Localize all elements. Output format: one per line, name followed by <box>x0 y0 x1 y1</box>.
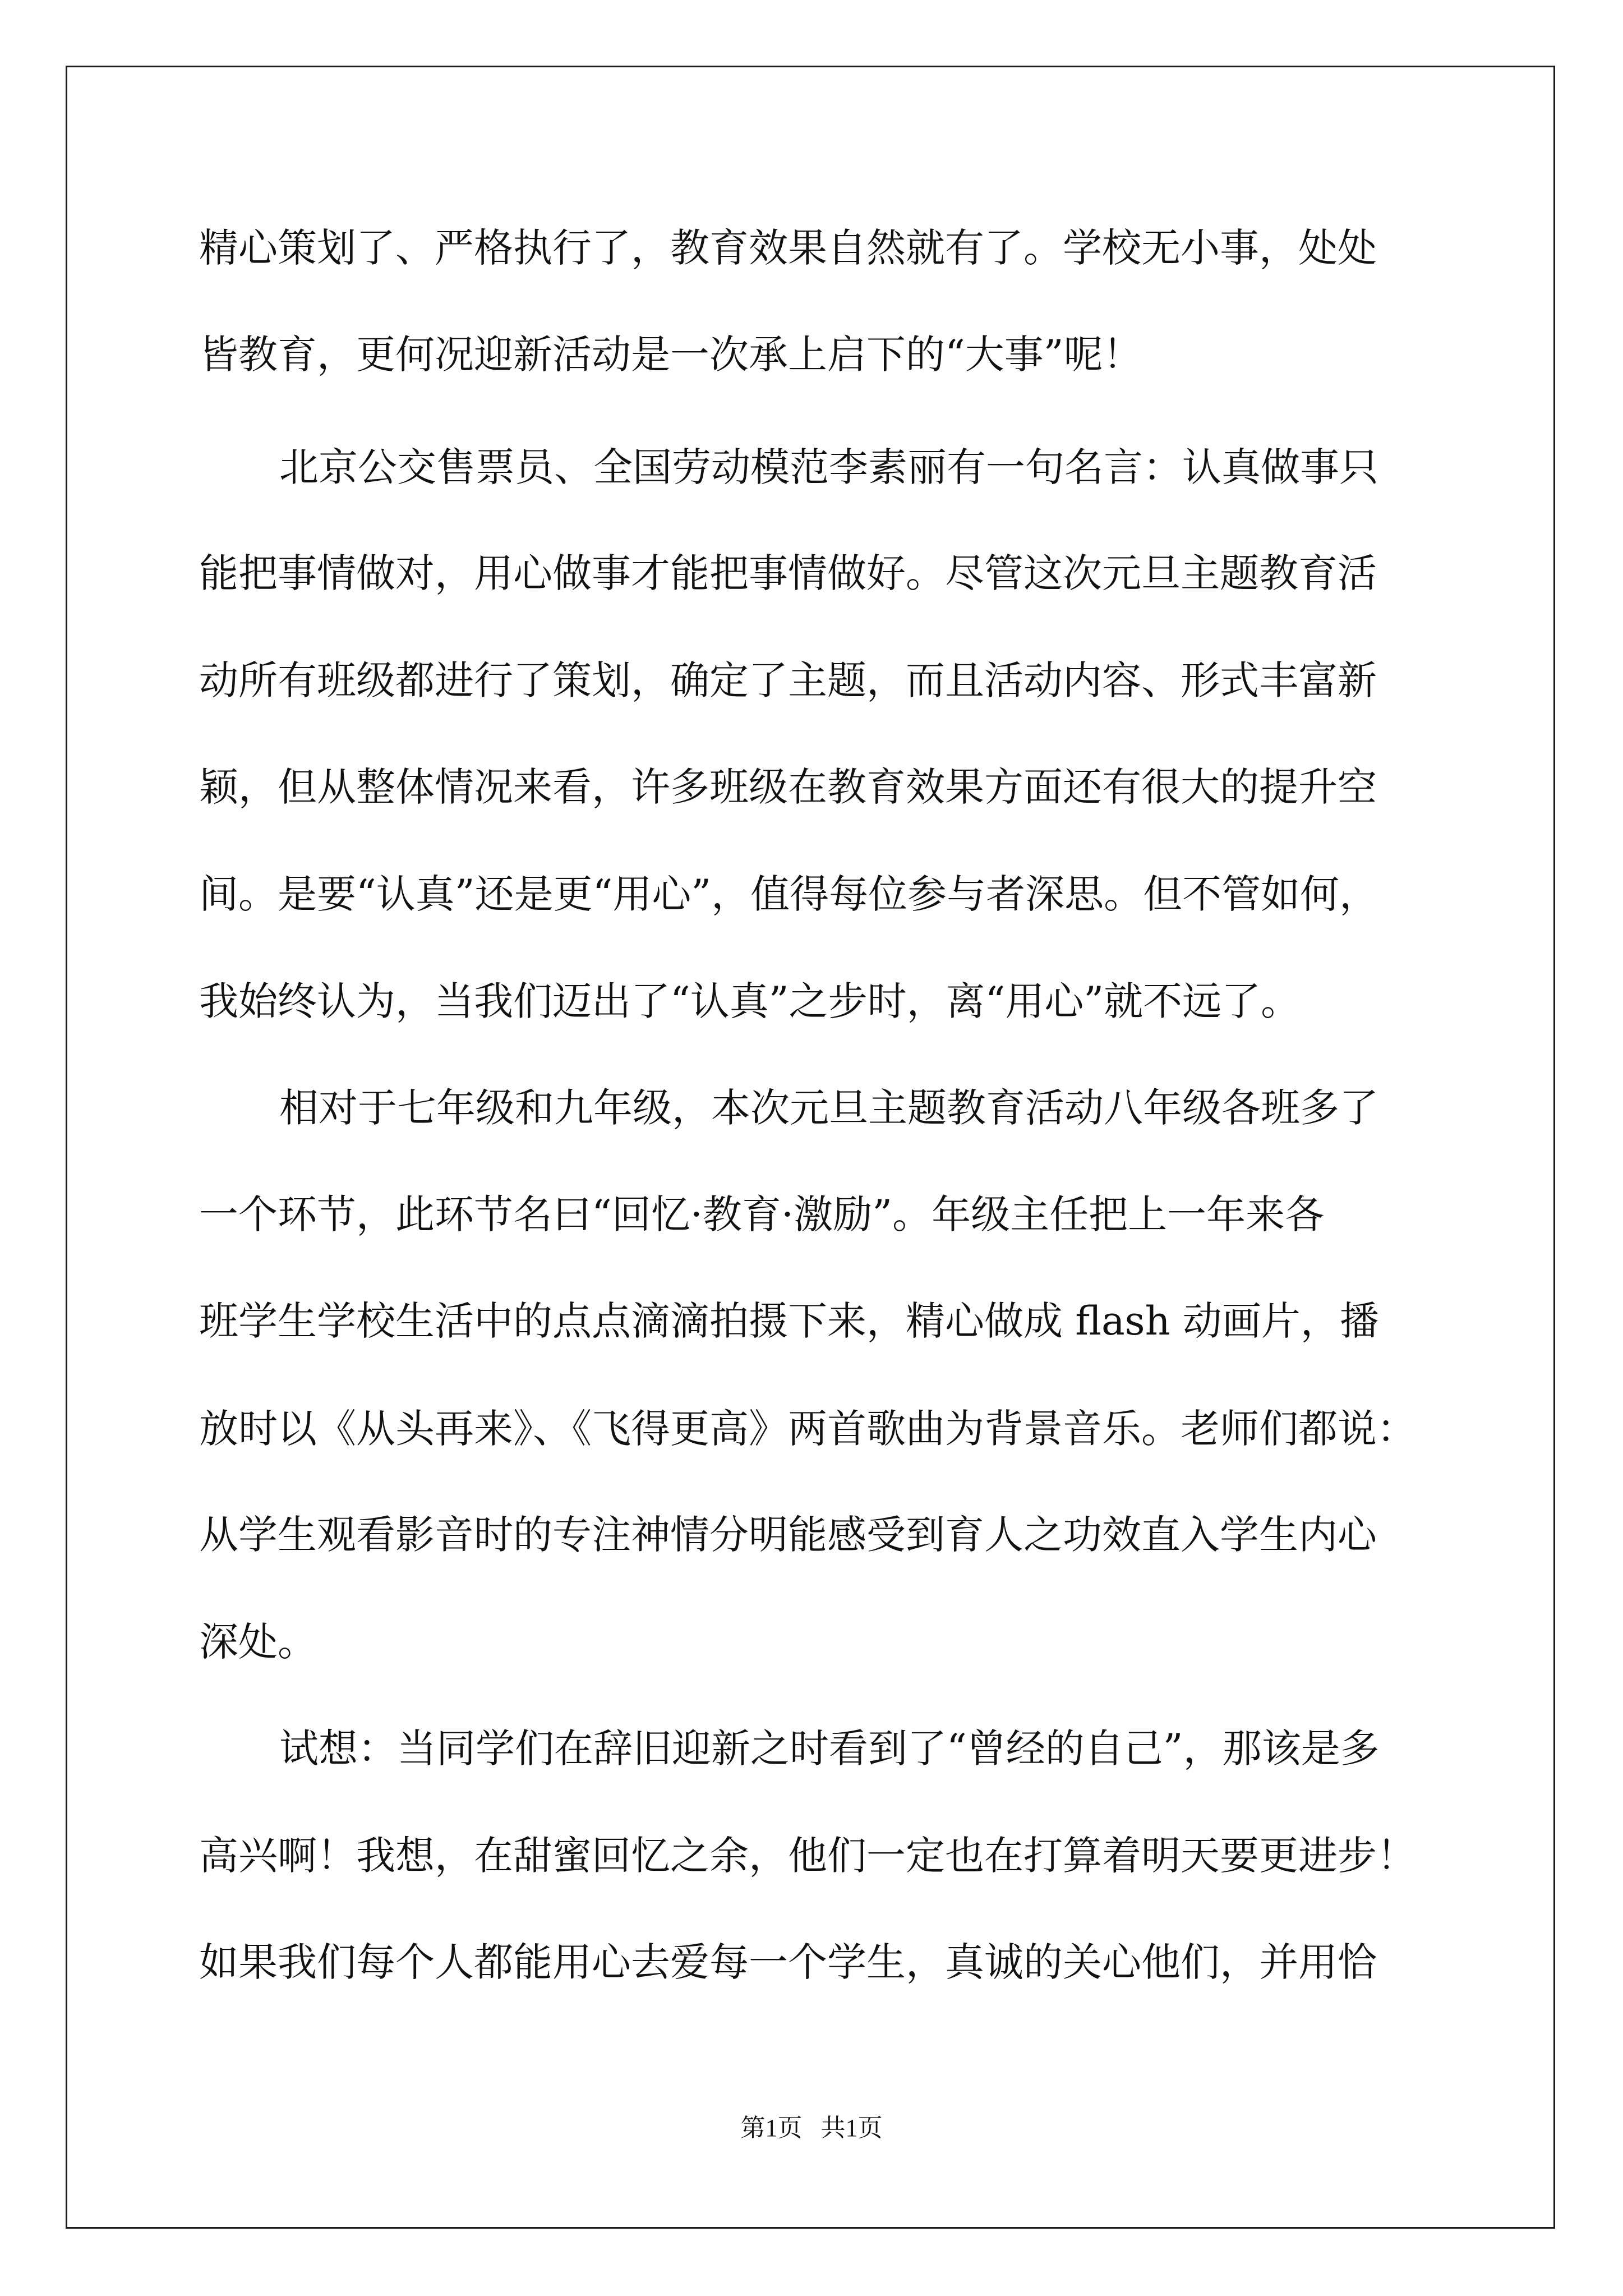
text-line: 班学生学校生活中的点点滴滴拍摄下来，精心做成 flash 动画片，播 <box>199 1298 1379 1344</box>
text-line: 能把事情做对，用心做事才能把事情做好。尽管这次元旦主题教育活 <box>199 550 1377 596</box>
text-line: 放时以《从头再来》、《飞得更高》两首歌曲为背景音乐。老师们都说： <box>199 1406 1416 1452</box>
text-line: 从学生观看影音时的专注神情分明能感受到育人之功效直入学生内心 <box>199 1512 1377 1558</box>
page-border <box>66 66 1555 2229</box>
text-line: 深处。 <box>199 1619 317 1665</box>
text-line: 相对于七年级和九年级，本次元旦主题教育活动八年级各班多了 <box>279 1085 1378 1131</box>
text-line: 颖，但从整体情况来看，许多班级在教育效果方面还有很大的提升空 <box>199 764 1377 810</box>
text-line: 北京公交售票员、全国劳动模范李素丽有一句名言：认真做事只 <box>279 444 1378 490</box>
text-line: 皆教育，更何况迎新活动是一次承上启下的“大事”呢！ <box>199 332 1142 378</box>
text-line: 如果我们每个人都能用心去爱每一个学生，真诚的关心他们，并用恰 <box>199 1939 1377 1985</box>
text-line: 试想：当同学们在辞旧迎新之时看到了“曾经的自己”，那该是多 <box>279 1726 1380 1772</box>
text-line: 精心策划了、严格执行了，教育效果自然就有了。学校无小事，处处 <box>199 225 1377 271</box>
text-line: 我始终认为，当我们迈出了“认真”之步时，离“用心”就不远了。 <box>199 978 1301 1024</box>
page-footer: 第1页 共1页 <box>740 2114 883 2142</box>
text-line: 动所有班级都进行了策划，确定了主题，而且活动内容、形式丰富新 <box>199 657 1377 703</box>
text-line: 高兴啊！我想，在甜蜜回忆之余，他们一定也在打算着明天要更进步！ <box>199 1833 1416 1879</box>
text-line: 一个环节，此环节名曰“回忆·教育·激励”。年级主任把上一年来各 <box>199 1191 1325 1237</box>
text-line: 间。是要“认真”还是更“用心”，值得每位参与者深思。但不管如何， <box>199 871 1379 917</box>
